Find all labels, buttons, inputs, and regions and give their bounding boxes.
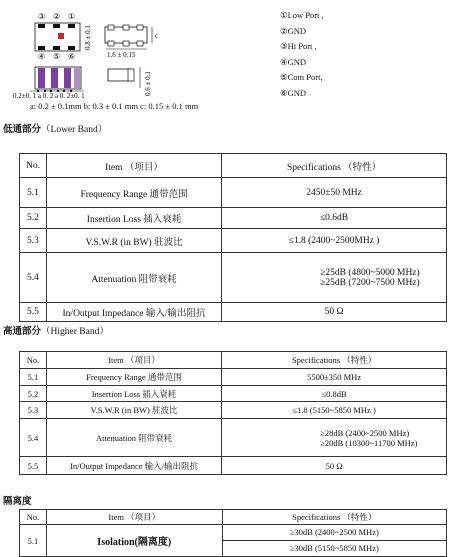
row-spec: 2450±50 MHz <box>222 178 447 208</box>
pin-number-4: ④ <box>38 52 46 61</box>
table-header-row <box>20 510 447 525</box>
package-drawing <box>0 0 452 118</box>
spec-line: ≥25dB (4800~5000 MHz) <box>320 267 420 278</box>
row-spec <box>222 525 446 557</box>
row-no: 5.3 <box>20 402 47 419</box>
header-specifications: Specifications （特性） <box>222 352 447 369</box>
row-item: Isolation(隔离度) <box>46 525 222 557</box>
row-spec: 50 Ω <box>222 457 447 475</box>
row-item: V.S.W.R (in BW) 驻波比 <box>46 402 221 419</box>
header-no: No. <box>20 510 47 525</box>
higher-band-table <box>19 351 447 475</box>
isolation-title <box>3 493 32 507</box>
pin-number-3: ③ <box>38 12 46 21</box>
spec-line: ≥30dB (5150~5850 MHz) <box>223 540 446 556</box>
header-item: Item （项目） <box>46 352 221 369</box>
row-no: 5.2 <box>20 208 47 229</box>
row-no: 5.1 <box>20 525 47 557</box>
dim-length-label: 1.6 ± 0.15 <box>107 51 136 59</box>
row-spec: ≤0.6dB <box>222 208 447 229</box>
bottom-view <box>13 67 152 100</box>
header-item: Item （项目） <box>46 154 221 178</box>
spec-line: ≥25dB (7200~7500 MHz) <box>320 277 420 288</box>
row-item: Insertion Loss 插入衰耗 <box>46 208 221 229</box>
table-header-row <box>20 352 447 369</box>
table-row <box>20 386 447 402</box>
pin-2-label: ②GND <box>280 25 307 36</box>
row-item: In/Output Impedance 输入/输出阻抗 <box>46 457 221 475</box>
dim-thickness-label: 0.6 ± 0.1 <box>144 71 152 96</box>
table-header-row <box>20 154 447 178</box>
row-item: In/Output Impedance 输入/输出阻抗 <box>46 303 221 322</box>
higher-band-title <box>3 323 109 337</box>
spec-line: ≥30dB (2400~2500 MHz) <box>289 527 379 537</box>
pin-5-label: ⑤Com Port, <box>280 72 323 82</box>
pin-6-label: ⑥GND <box>280 87 307 98</box>
row-spec <box>222 253 447 303</box>
table-row <box>20 178 447 208</box>
header-no: No. <box>20 352 47 369</box>
row-item: Insertion Loss 插入衰耗 <box>46 386 221 402</box>
row-spec <box>222 419 447 457</box>
pin-4-label: ④GND <box>280 56 307 67</box>
pin-number-5: ⑤ <box>53 52 61 61</box>
table-row <box>20 457 447 475</box>
pin-number-1: ① <box>68 12 76 21</box>
table-row <box>20 402 447 419</box>
top-view <box>35 12 92 61</box>
isolation-table <box>19 509 447 557</box>
row-no: 5.1 <box>20 178 47 208</box>
pin-number-2: ② <box>53 12 61 21</box>
row-spec: ≤1.8 (5150~5850 MHz ) <box>222 402 447 419</box>
table-row <box>20 303 447 322</box>
pin-3-label: ③Hi Port , <box>280 41 317 51</box>
dim-width-label: 0.8 ± 0.1 <box>84 25 92 50</box>
lower-band-title-en: （Lower Band） <box>41 125 108 135</box>
row-spec: 5500±350 MHz <box>222 369 447 386</box>
table-row <box>20 253 447 303</box>
row-no: 5.4 <box>20 253 47 303</box>
header-no: No. <box>20 154 47 178</box>
isolation-title-zh: 隔离度 <box>3 497 32 507</box>
higher-band-title-en: （Higher Band） <box>41 327 109 337</box>
side-view <box>105 25 158 59</box>
table-row <box>20 369 447 386</box>
row-no: 5.3 <box>20 229 47 253</box>
pin-number-6: ⑥ <box>68 52 76 61</box>
row-no: 5.2 <box>20 386 47 402</box>
table-row <box>20 419 447 457</box>
table-row <box>20 208 447 229</box>
header-item: Item （项目） <box>46 510 222 525</box>
header-specifications: Specifications （特性） <box>222 154 447 178</box>
lower-band-title <box>3 121 107 135</box>
row-item: Attenuation 阻带衰耗 <box>46 419 221 457</box>
row-spec: ≤0.8dB <box>222 386 447 402</box>
table-row <box>20 229 447 253</box>
table-row <box>20 525 447 557</box>
row-no: 5.1 <box>20 369 47 386</box>
row-spec: ≤1.8 (2400~2500MHz ) <box>222 229 447 253</box>
row-no: 5.5 <box>20 303 47 322</box>
pin-1-label: ①Low Port , <box>280 10 324 20</box>
dim-bottom-label: 0.2±0. 1 a 0. 2 a 0. 2±0. 1 <box>13 92 85 100</box>
pin-legend <box>280 8 324 101</box>
lower-band-title-zh: 低通部分 <box>3 125 42 135</box>
header-specifications: Specifications （特性） <box>222 510 446 525</box>
row-item: Frequency Range 通带范围 <box>46 178 221 208</box>
row-item: V.S.W.R (in BW) 驻波比 <box>46 229 221 253</box>
lower-band-table <box>19 153 447 322</box>
row-no: 5.4 <box>20 419 47 457</box>
row-no: 5.5 <box>20 457 47 475</box>
spec-line: ≥20dB (10300~11700 MHz) <box>320 437 418 448</box>
spec-line: ≥28dB (2400~2500 MHz) <box>320 427 410 438</box>
row-item: Frequency Range 通带范围 <box>46 369 221 386</box>
row-item: Attenuation 阻带衰耗 <box>46 253 221 303</box>
row-spec: 50 Ω <box>222 303 447 322</box>
higher-band-title-zh: 高通部分 <box>3 327 42 337</box>
dimension-notes: a: 0.2 ± 0.1mm b: 0.3 ± 0.1 mm c: 0.15 ± 0.1 mm <box>30 101 199 111</box>
dim-c-letter: c <box>155 32 159 40</box>
